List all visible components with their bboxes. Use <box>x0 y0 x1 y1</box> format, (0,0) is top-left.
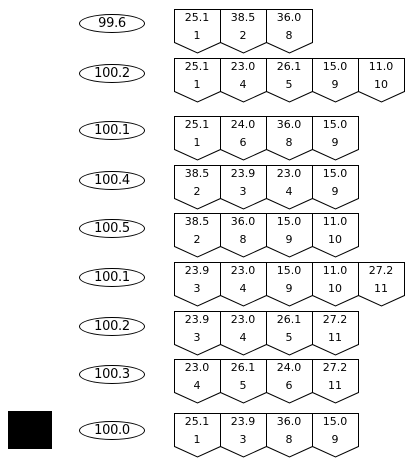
item-card <box>220 213 266 257</box>
combination-row <box>174 311 359 355</box>
item-card <box>220 9 266 53</box>
item-id: 6 <box>285 379 293 392</box>
item-weight: 15.0 <box>322 415 348 428</box>
combination-total: 100.2 <box>79 317 145 336</box>
item-card <box>174 9 220 53</box>
item-id: 11 <box>328 379 342 392</box>
item-id: 6 <box>239 136 247 149</box>
item-weight: 36.0 <box>230 215 256 228</box>
combination-total: 100.1 <box>79 121 145 140</box>
item-id: 10 <box>328 282 342 295</box>
combination-row <box>174 116 359 160</box>
item-id: 3 <box>193 331 201 344</box>
item-weight: 24.0 <box>230 118 256 131</box>
item-card <box>174 165 220 209</box>
item-id: 8 <box>239 233 247 246</box>
combination-row <box>174 213 359 257</box>
item-card <box>174 359 220 403</box>
item-weight: 15.0 <box>322 60 348 73</box>
item-weight: 26.1 <box>230 361 256 374</box>
item-id: 9 <box>285 282 293 295</box>
item-card <box>266 359 312 403</box>
item-card <box>220 413 266 457</box>
item-weight: 36.0 <box>276 415 302 428</box>
item-card <box>220 116 266 160</box>
item-id: 10 <box>374 78 388 91</box>
item-weight: 36.0 <box>276 11 302 24</box>
item-weight: 15.0 <box>276 215 302 228</box>
item-card <box>266 213 312 257</box>
item-weight: 27.2 <box>322 313 348 326</box>
item-weight: 15.0 <box>276 264 302 277</box>
item-weight: 23.0 <box>230 264 256 277</box>
combination-row <box>174 262 405 306</box>
item-id: 11 <box>328 331 342 344</box>
item-id: 3 <box>239 433 247 446</box>
combination-row <box>174 359 359 403</box>
item-weight: 23.9 <box>230 415 256 428</box>
item-weight: 25.1 <box>184 415 210 428</box>
combination-row <box>174 9 313 53</box>
item-card <box>312 413 358 457</box>
item-weight: 25.1 <box>184 118 210 131</box>
item-id: 3 <box>193 282 201 295</box>
item-id: 4 <box>239 78 247 91</box>
item-card <box>174 413 220 457</box>
item-id: 9 <box>331 433 339 446</box>
item-id: 2 <box>239 29 247 42</box>
combination-total: 100.0 <box>79 421 145 440</box>
item-card <box>312 262 358 306</box>
item-id: 2 <box>193 233 201 246</box>
item-card <box>266 165 312 209</box>
item-weight: 15.0 <box>322 167 348 180</box>
item-weight: 15.0 <box>322 118 348 131</box>
item-card <box>312 58 358 102</box>
item-id: 2 <box>193 185 201 198</box>
item-id: 8 <box>285 136 293 149</box>
item-weight: 36.0 <box>276 118 302 131</box>
item-id: 3 <box>239 185 247 198</box>
item-weight: 26.1 <box>276 60 302 73</box>
item-weight: 23.0 <box>184 361 210 374</box>
item-card <box>174 262 220 306</box>
item-card <box>220 58 266 102</box>
item-id: 4 <box>239 282 247 295</box>
item-id: 9 <box>331 78 339 91</box>
item-id: 1 <box>193 78 201 91</box>
item-weight: 23.9 <box>230 167 256 180</box>
item-card <box>174 116 220 160</box>
item-id: 1 <box>193 433 201 446</box>
item-id: 5 <box>285 78 293 91</box>
item-card <box>220 311 266 355</box>
item-weight: 25.1 <box>184 11 210 24</box>
item-card <box>266 413 312 457</box>
item-card <box>312 359 358 403</box>
item-card <box>174 311 220 355</box>
item-card <box>220 262 266 306</box>
item-weight: 23.0 <box>276 167 302 180</box>
item-card <box>312 165 358 209</box>
item-weight: 24.0 <box>276 361 302 374</box>
item-card <box>312 311 358 355</box>
item-card <box>174 213 220 257</box>
item-card <box>220 359 266 403</box>
combination-total: 100.2 <box>79 64 145 83</box>
combination-total: 100.3 <box>79 365 145 384</box>
item-id: 4 <box>285 185 293 198</box>
item-card <box>266 116 312 160</box>
combination-row <box>174 413 359 457</box>
item-weight: 23.9 <box>184 264 210 277</box>
item-card <box>358 58 404 102</box>
combination-row <box>174 165 359 209</box>
item-card <box>220 165 266 209</box>
item-weight: 23.9 <box>184 313 210 326</box>
item-weight: 38.5 <box>184 215 210 228</box>
item-id: 5 <box>239 379 247 392</box>
item-card <box>358 262 404 306</box>
item-card <box>266 311 312 355</box>
combination-total: 100.5 <box>79 219 145 238</box>
item-weight: 25.1 <box>184 60 210 73</box>
item-id: 5 <box>285 331 293 344</box>
item-weight: 23.0 <box>230 60 256 73</box>
item-card <box>312 213 358 257</box>
combination-total: 100.4 <box>79 171 145 190</box>
item-weight: 38.5 <box>230 11 256 24</box>
item-id: 4 <box>239 331 247 344</box>
item-id: 9 <box>285 233 293 246</box>
item-card <box>266 262 312 306</box>
item-weight: 23.0 <box>230 313 256 326</box>
item-id: 8 <box>285 433 293 446</box>
item-id: 4 <box>193 379 201 392</box>
item-id: 9 <box>331 185 339 198</box>
combination-row <box>174 58 405 102</box>
item-weight: 11.0 <box>368 60 394 73</box>
item-weight: 11.0 <box>322 215 348 228</box>
item-weight: 27.2 <box>368 264 394 277</box>
combination-total: 100.1 <box>79 268 145 287</box>
item-weight: 38.5 <box>184 167 210 180</box>
selection-marker[interactable] <box>8 411 52 449</box>
item-card <box>266 9 312 53</box>
item-id: 1 <box>193 29 201 42</box>
item-weight: 27.2 <box>322 361 348 374</box>
item-id: 9 <box>331 136 339 149</box>
item-card <box>266 58 312 102</box>
item-weight: 26.1 <box>276 313 302 326</box>
item-id: 11 <box>374 282 388 295</box>
combination-total: 99.6 <box>79 14 145 33</box>
item-card <box>174 58 220 102</box>
item-card <box>312 116 358 160</box>
item-weight: 11.0 <box>322 264 348 277</box>
item-id: 8 <box>285 29 293 42</box>
item-id: 10 <box>328 233 342 246</box>
item-id: 1 <box>193 136 201 149</box>
